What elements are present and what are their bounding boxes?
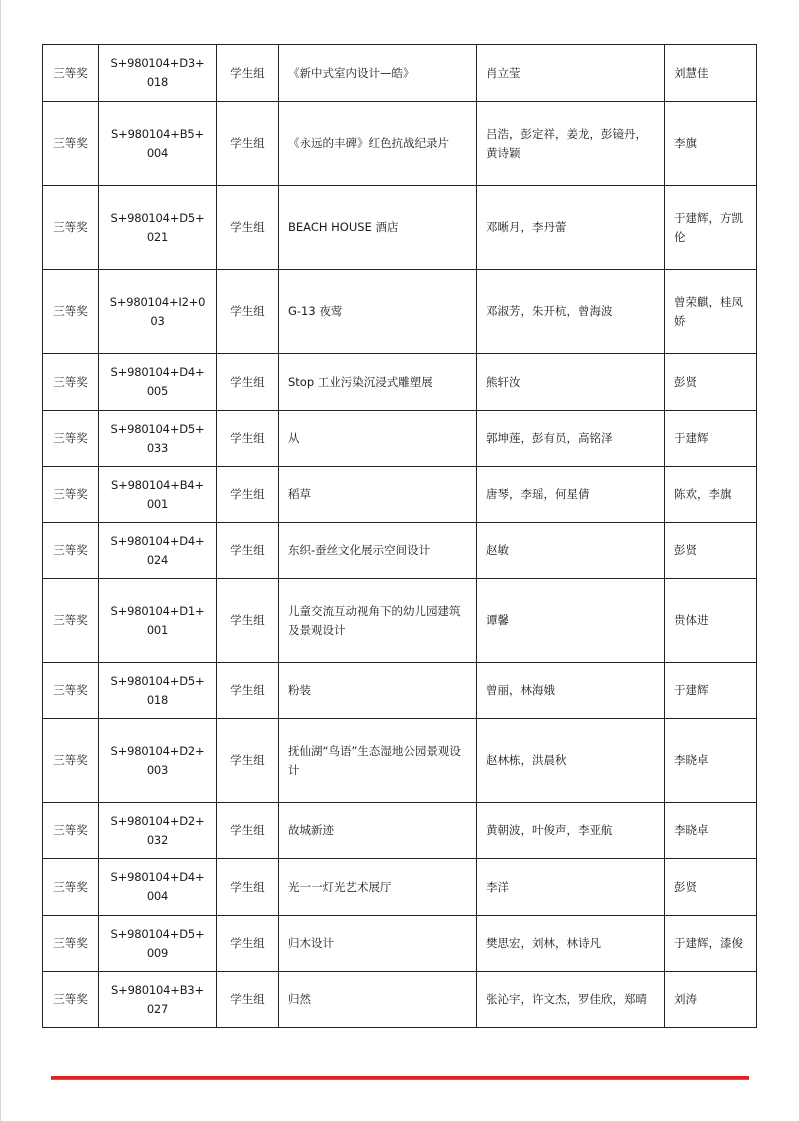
authors-cell: 吕浩，彭定祥，姜龙，彭镜丹，黄诗颖 — [477, 102, 665, 186]
title-cell: BEACH HOUSE 酒店 — [279, 186, 477, 270]
code-cell: S+980104+B4+001 — [99, 467, 217, 523]
advisor-cell: 彭贤 — [665, 354, 757, 411]
advisor-cell: 彭贤 — [665, 523, 757, 579]
group-cell: 学生组 — [217, 186, 279, 270]
table-row — [43, 186, 757, 270]
code-cell: S+980104+D5+033 — [99, 411, 217, 467]
title-cell: 《永远的丰碑》红色抗战纪录片 — [279, 102, 477, 186]
group-cell: 学生组 — [217, 719, 279, 803]
page-edge-left — [0, 0, 1, 1121]
group-cell: 学生组 — [217, 467, 279, 523]
code-cell: S+980104+D2+032 — [99, 803, 217, 859]
title-cell: 归木设计 — [279, 916, 477, 972]
award-cell: 三等奖 — [43, 270, 99, 354]
authors-cell: 邓晰月，李丹蕾 — [477, 186, 665, 270]
advisor-cell: 于建辉，漆俊 — [665, 916, 757, 972]
group-cell: 学生组 — [217, 45, 279, 102]
group-cell: 学生组 — [217, 579, 279, 663]
advisor-cell: 于建辉 — [665, 663, 757, 719]
code-cell: S+980104+D4+005 — [99, 354, 217, 411]
code-cell: S+980104+D5+021 — [99, 186, 217, 270]
award-cell: 三等奖 — [43, 354, 99, 411]
award-cell: 三等奖 — [43, 411, 99, 467]
table-row — [43, 859, 757, 916]
table-row — [43, 270, 757, 354]
table-row — [43, 916, 757, 972]
title-cell: 《新中式室内设计—皓》 — [279, 45, 477, 102]
authors-cell: 赵林栋，洪晨秋 — [477, 719, 665, 803]
award-cell: 三等奖 — [43, 719, 99, 803]
advisor-cell: 李晓卓 — [665, 719, 757, 803]
award-cell: 三等奖 — [43, 859, 99, 916]
group-cell: 学生组 — [217, 663, 279, 719]
award-cell: 三等奖 — [43, 916, 99, 972]
group-cell: 学生组 — [217, 523, 279, 579]
title-cell: 东织-蚕丝文化展示空间设计 — [279, 523, 477, 579]
advisor-cell: 陈欢，李旗 — [665, 467, 757, 523]
authors-cell: 邓淑芳，朱开杭，曾海波 — [477, 270, 665, 354]
table-row — [43, 354, 757, 411]
footer-red-rule — [51, 1076, 749, 1080]
award-cell: 三等奖 — [43, 972, 99, 1028]
table-row — [43, 45, 757, 102]
code-cell: S+980104+D5+009 — [99, 916, 217, 972]
advisor-cell: 彭贤 — [665, 859, 757, 916]
advisor-cell: 李晓卓 — [665, 803, 757, 859]
award-cell: 三等奖 — [43, 663, 99, 719]
title-cell: 从 — [279, 411, 477, 467]
code-cell: S+980104+I2+003 — [99, 270, 217, 354]
group-cell: 学生组 — [217, 972, 279, 1028]
title-cell: 故城新迹 — [279, 803, 477, 859]
title-cell: 粉装 — [279, 663, 477, 719]
award-cell: 三等奖 — [43, 523, 99, 579]
code-cell: S+980104+D2+003 — [99, 719, 217, 803]
table-row — [43, 972, 757, 1028]
title-cell: 稻草 — [279, 467, 477, 523]
code-cell: S+980104+B5+004 — [99, 102, 217, 186]
title-cell: G-13 夜莺 — [279, 270, 477, 354]
authors-cell: 黄朝波，叶俊声，李亚航 — [477, 803, 665, 859]
advisor-cell: 李旗 — [665, 102, 757, 186]
code-cell: S+980104+D5+018 — [99, 663, 217, 719]
award-cell: 三等奖 — [43, 467, 99, 523]
title-cell: Stop 工业污染沉浸式雕塑展 — [279, 354, 477, 411]
authors-cell: 李洋 — [477, 859, 665, 916]
advisor-cell: 于建辉，方凯伦 — [665, 186, 757, 270]
authors-cell: 赵敏 — [477, 523, 665, 579]
code-cell: S+980104+D4+004 — [99, 859, 217, 916]
authors-cell: 肖立莹 — [477, 45, 665, 102]
award-cell: 三等奖 — [43, 803, 99, 859]
table-row — [43, 719, 757, 803]
table-row — [43, 579, 757, 663]
authors-cell: 曾丽，林海娥 — [477, 663, 665, 719]
group-cell: 学生组 — [217, 270, 279, 354]
group-cell: 学生组 — [217, 411, 279, 467]
table-row — [43, 523, 757, 579]
authors-cell: 谭馨 — [477, 579, 665, 663]
title-cell: 归然 — [279, 972, 477, 1028]
authors-cell: 唐琴，李瑶，何星倩 — [477, 467, 665, 523]
table-row — [43, 803, 757, 859]
authors-cell: 熊轩汝 — [477, 354, 665, 411]
title-cell: 光一一灯光艺术展厅 — [279, 859, 477, 916]
table-row — [43, 102, 757, 186]
group-cell: 学生组 — [217, 102, 279, 186]
advisor-cell: 刘涛 — [665, 972, 757, 1028]
authors-cell: 郭坤莲，彭有员，高铭泽 — [477, 411, 665, 467]
code-cell: S+980104+D3+018 — [99, 45, 217, 102]
awards-table — [42, 44, 757, 1028]
table-row — [43, 467, 757, 523]
advisor-cell: 于建辉 — [665, 411, 757, 467]
code-cell: S+980104+D1+001 — [99, 579, 217, 663]
award-cell: 三等奖 — [43, 102, 99, 186]
table-row — [43, 663, 757, 719]
advisor-cell: 刘慧佳 — [665, 45, 757, 102]
group-cell: 学生组 — [217, 859, 279, 916]
title-cell: 儿童交流互动视角下的幼儿园建筑及景观设计 — [279, 579, 477, 663]
advisor-cell: 贵体进 — [665, 579, 757, 663]
title-cell: 抚仙湖“鸟语”生态湿地公园景观设计 — [279, 719, 477, 803]
code-cell: S+980104+D4+024 — [99, 523, 217, 579]
award-cell: 三等奖 — [43, 186, 99, 270]
code-cell: S+980104+B3+027 — [99, 972, 217, 1028]
authors-cell: 张沁宇，许文杰，罗佳欣，郑晴 — [477, 972, 665, 1028]
group-cell: 学生组 — [217, 354, 279, 411]
award-cell: 三等奖 — [43, 579, 99, 663]
award-cell: 三等奖 — [43, 45, 99, 102]
authors-cell: 樊思宏，刘林，林诗凡 — [477, 916, 665, 972]
group-cell: 学生组 — [217, 803, 279, 859]
advisor-cell: 曾荣麒，桂凤娇 — [665, 270, 757, 354]
group-cell: 学生组 — [217, 916, 279, 972]
table-row — [43, 411, 757, 467]
